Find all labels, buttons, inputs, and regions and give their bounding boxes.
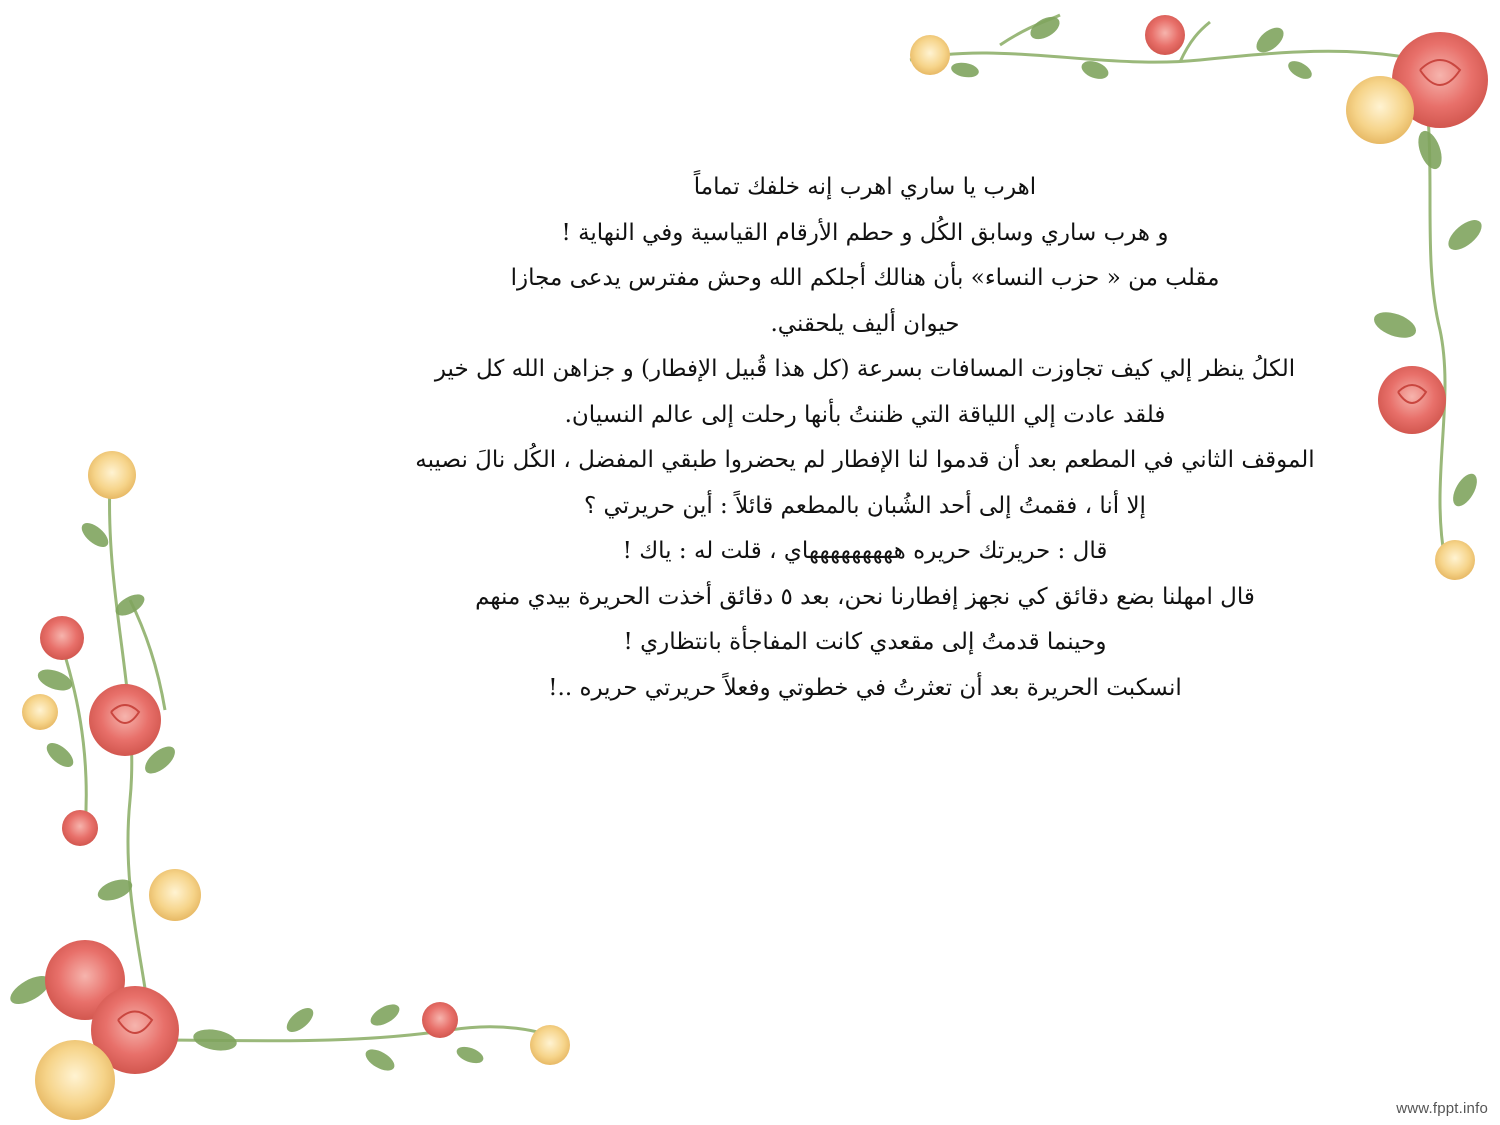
text-line: حيوان أليف يلحقني. — [770, 310, 960, 337]
text-line: إلا أنا ، فقمتُ إلى أحد الشُبان بالمطعم قائلاً : أين حريرتي ؟ — [584, 492, 1146, 519]
watermark: www.fppt.info — [1396, 1100, 1488, 1117]
slide-text-block — [340, 165, 1390, 711]
text-line: وحينما قدمتُ إلى مقعدي كانت المفاجأة بانتظاري ! — [623, 629, 1107, 655]
text-line: فلقد عادت إلي اللياقة التي ظننتُ بأنها رحلت إلى عالم النسيان. — [564, 401, 1166, 428]
text-line: اهرب يا ساري اهرب إنه خلفك تماماً — [693, 174, 1037, 200]
text-line: مقلب من « حزب النساء» بأن هنالك أجلكم الله وحش مفترس يدعى مجازا — [510, 265, 1220, 291]
text-line: الموقف الثاني في المطعم بعد أن قدموا لنا الإفطار لم يحضروا طبقي المفضل ، الكُل نالَ نصيبه — [415, 447, 1315, 473]
text-line: و هرب ساري وسابق الكُل و حطم الأرقام القياسية وفي النهاية ! — [561, 219, 1169, 246]
text-line: قال امهلنا بضع دقائق كي نجهز إفطارنا نحن، بعد ٥ دقائق أخذت الحريرة بيدي منهم — [475, 583, 1255, 610]
text-line: الكلُ ينظر إلي كيف تجاوزت المسافات بسرعة (كل هذا قُبيل الإفطار) و جزاهن الله كل خير — [434, 356, 1296, 382]
text-line: انسكبت الحريرة بعد أن تعثرتُ في خطوتي وفعلاً حريرتي حريره ..! — [548, 674, 1182, 701]
text-line: قال : حريرتك حريره هههههههههاي ، قلت له : ياك ! — [622, 538, 1108, 564]
